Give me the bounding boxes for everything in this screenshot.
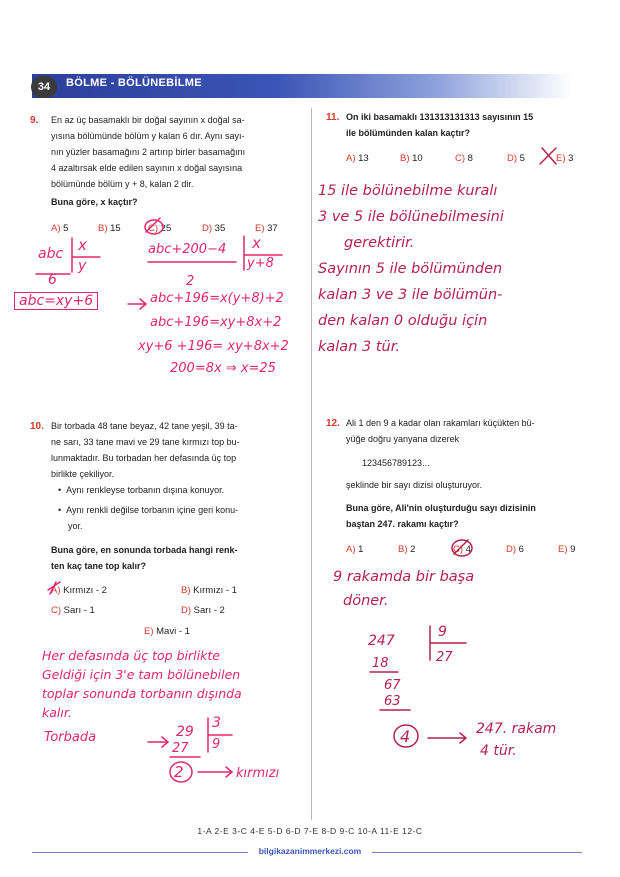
q10-bullet-1: • Aynı renkleyse torbanın dışına konuyor. xyxy=(58,485,225,495)
q12-option-b[interactable]: B) 2 xyxy=(398,544,416,555)
q10-hw-remainder: 2 xyxy=(174,763,184,781)
q9-hw-dividend: abc xyxy=(38,246,64,262)
q10-hw-explanation: Her defasında üç top birlikte Geldiği için 3'e tam bölünebilen toplar sonunda torbanın dışında kalır. xyxy=(42,648,242,720)
q9-hw-remainder: 6 xyxy=(48,272,57,288)
q12-hw-sub2: 63 xyxy=(384,694,401,709)
q10-hw-quotient: 9 xyxy=(212,737,221,752)
q10-option-e[interactable]: E) Mavi - 1 xyxy=(144,626,190,637)
q11-option-b[interactable]: B) 10 xyxy=(400,153,423,164)
page-number: 34 xyxy=(31,76,57,98)
q10-hw-result: kırmızı xyxy=(236,766,280,781)
q11-option-a[interactable]: A) 13 xyxy=(346,153,369,164)
q10-hw-divisor: 3 xyxy=(212,715,221,731)
q9-hw-step2: abc+196=xy+8x+2 xyxy=(150,315,282,330)
q12-hw-quotient: 27 xyxy=(436,650,453,665)
q10-option-a[interactable]: A) Kırmızı - 2 xyxy=(51,585,107,596)
q9-hw-quotient2: y+8 xyxy=(247,256,274,271)
q12-hw-remainder: 4 xyxy=(400,727,411,746)
footer-website[interactable]: bilgikazanimmerkezi.com xyxy=(258,846,362,856)
q11-option-e[interactable]: E) 3 xyxy=(556,153,574,164)
q9-hw-remainder2: 2 xyxy=(186,274,195,289)
q12-option-a[interactable]: A) 1 xyxy=(346,544,364,555)
q10-line: ne sarı, 33 tane mavi ve 29 tane kırmızı top bu- xyxy=(51,437,240,447)
q12-hw-dividend: 247 xyxy=(368,633,395,649)
q12-hw-result: 247. rakam 4 tür. xyxy=(476,721,557,759)
q10-number: 10. xyxy=(30,421,44,432)
q10-hw-torbada: Torbada xyxy=(44,730,97,745)
q11-hw-explanation: 15 ile bölünebilme kuralı 3 ve 5 ile bölünebilmesini gerektirir. Sayının 5 ile bölümünden kalan 3 ve 3 ile bölümün- den kalan 0 olduğu için kalan 3 tür. xyxy=(318,183,504,355)
q11-option-d[interactable]: D) 5 xyxy=(507,153,525,164)
q10-bullet-2-cont: yor. xyxy=(68,521,83,531)
q9-hw-quotient: y xyxy=(78,258,87,274)
q10-option-b[interactable]: B) Kırmızı - 1 xyxy=(181,585,237,596)
q9-hw-step1: abc+196=x(y+8)+2 xyxy=(150,291,284,306)
q9-hw-divisor: x xyxy=(78,236,87,254)
q12-sequence: 123456789123... xyxy=(362,458,430,468)
q12-option-e[interactable]: E) 9 xyxy=(558,544,576,555)
q9-answer-mark xyxy=(145,220,163,234)
q9-hw-divisor2: x xyxy=(252,234,261,252)
answer-key: 1-A 2-E 3-C 4-E 5-D 6-D 7-E 8-D 9-C 10-A 11-E 12-C xyxy=(197,826,423,836)
q10-question: Buna göre, en sonunda torbada hangi renk- ten kaç tane top kalır? xyxy=(51,545,238,571)
q9-number: 9. xyxy=(30,115,39,126)
page-title: BÖLME - BÖLÜNEBİLME xyxy=(66,77,202,89)
q9-question: Buna göre, x kaçtır? xyxy=(51,197,138,207)
q9-line: bölümünde bölüm y + 8, kalan 2 dir. xyxy=(51,179,194,189)
q9-hw-boxed-equation: abc=xy+6 xyxy=(14,292,98,310)
q9-option-c[interactable]: C) 25 xyxy=(148,223,172,234)
q12-line: yüğe doğru yanyana dizerek xyxy=(346,434,460,444)
q10-bullet-2: • Aynı renkli değilse torbanın içine geri konu- xyxy=(58,505,239,515)
q10-option-c[interactable]: C) Sarı - 1 xyxy=(51,605,95,616)
q9-option-a[interactable]: A) 5 xyxy=(51,223,69,234)
q10-line: lunmaktadır. Bu torbadan her defasında üç top xyxy=(51,453,237,463)
q9-line: yısına bölümünde bölüm y kalan 6 dır. Aynı sayı- xyxy=(51,131,245,141)
q12-option-d[interactable]: D) 6 xyxy=(506,544,524,555)
q9-line: 4 azaltırsak elde edilen sayının x doğal sayısına xyxy=(51,163,243,173)
q12-hw-mid: 67 xyxy=(384,678,401,693)
q12-hw-explanation: 9 rakamda bir başa döner. xyxy=(333,569,475,609)
q12-option-c[interactable]: C) 4 xyxy=(453,544,471,555)
q9-option-e[interactable]: E) 37 xyxy=(255,223,278,234)
q9-option-d[interactable]: D) 35 xyxy=(202,223,226,234)
q11-line: ile bölümünden kalan kaçtır? xyxy=(346,128,471,138)
q10-line: Bir torbada 48 tane beyaz, 42 tane yeşil, 39 ta- xyxy=(51,421,238,431)
q10-hw-dividend: 29 xyxy=(176,724,194,740)
q9-hw-step4: 200=8x ⇒ x=25 xyxy=(170,361,276,376)
q11-option-c[interactable]: C) 8 xyxy=(455,153,473,164)
q11-line: On iki basamaklı 131313131313 sayısının 15 xyxy=(346,112,534,122)
q9-line: nın yüzler basamağını 2 artırıp birler basamağını xyxy=(51,147,246,157)
q10-line: birlikte çekiliyor. xyxy=(51,469,115,479)
q9-hw-step3: xy+6 +196= xy+8x+2 xyxy=(138,339,289,354)
q12-hw-divisor: 9 xyxy=(438,624,447,640)
q11-number: 11. xyxy=(326,112,340,123)
q12-question: Buna göre, Ali'nin oluşturduğu sayı dizisinin baştan 247. rakamı kaçtır? xyxy=(346,503,536,529)
q10-option-d[interactable]: D) Sarı - 2 xyxy=(181,605,225,616)
q12-number: 12. xyxy=(326,418,340,429)
q12-hw-sub1: 18 xyxy=(372,656,389,671)
q9-option-b[interactable]: B) 15 xyxy=(98,223,121,234)
q10-hw-sub: 27 xyxy=(172,741,189,756)
q9-line: En az üç basamaklı bir doğal sayının x doğal sa- xyxy=(51,115,245,125)
q12-line2: şeklinde bir sayı dizisi oluşturuyor. xyxy=(346,480,483,490)
q12-line: Ali 1 den 9 a kadar olan rakamları küçükten bü- xyxy=(346,418,535,428)
q9-hw-dividend2: abc+200−4 xyxy=(148,242,227,257)
